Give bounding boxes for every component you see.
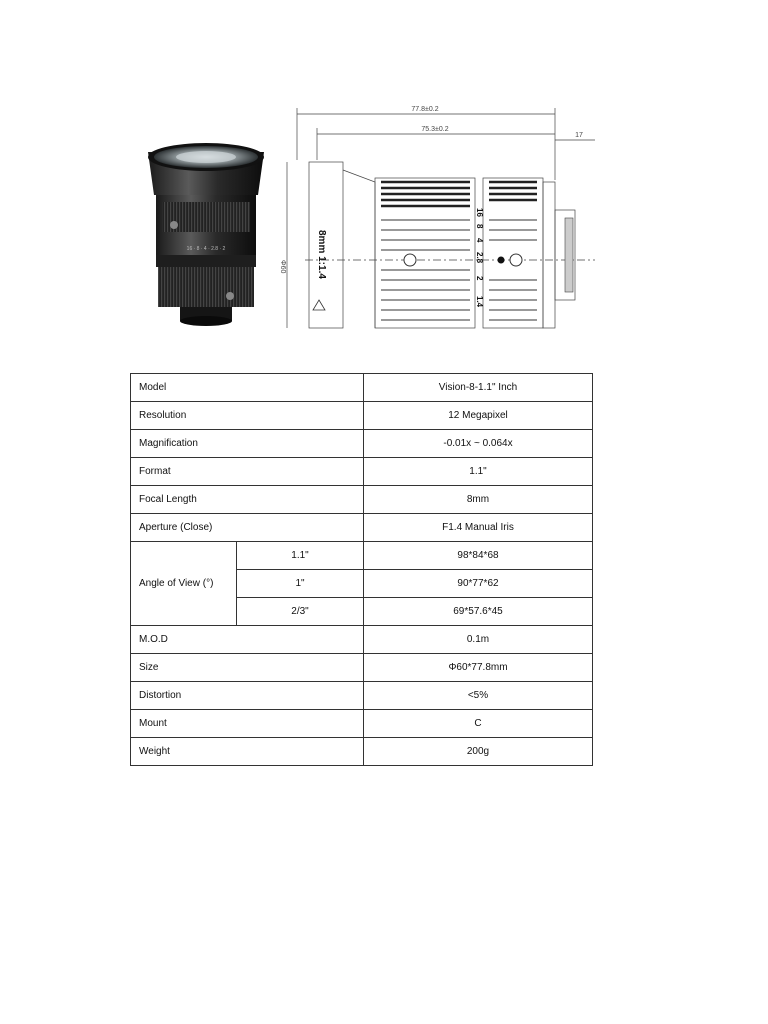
spec-value: 12 Megapixel (364, 402, 593, 430)
spec-value: F1.4 Manual Iris (364, 514, 593, 542)
spec-value: -0.01x ~ 0.064x (364, 430, 593, 458)
table-row (131, 430, 593, 458)
lens-drawing (275, 100, 600, 330)
focus-mark-16: 16 (475, 208, 484, 217)
table-row (131, 374, 593, 402)
spec-label: Mount (131, 710, 364, 738)
table-row (131, 458, 593, 486)
spec-value: Vision-8-1.1" Inch (364, 374, 593, 402)
spec-value: 69*57.6*45 (364, 598, 593, 626)
spec-label: Aperture (Close) (131, 514, 364, 542)
table-row (131, 654, 593, 682)
spec-label: Weight (131, 738, 364, 766)
table-row (131, 710, 593, 738)
warning-icon (313, 300, 325, 310)
spec-value: <5% (364, 682, 593, 710)
spec-label: Focal Length (131, 486, 364, 514)
spec-value: 8mm (364, 486, 593, 514)
spec-label: M.O.D (131, 626, 364, 654)
focus-mark-2: 2 (475, 276, 484, 281)
focus-mark-1-4: 1.4 (475, 296, 484, 308)
aov-format: 1" (237, 570, 364, 598)
focus-mark-8: 8 (475, 224, 484, 229)
photo-scale-text: 16 · 8 · 4 · 2.8 · 2 (186, 246, 226, 252)
table-row (131, 626, 593, 654)
table-row (131, 486, 593, 514)
lens-photo (140, 100, 275, 330)
focus-mark-2-8: 2.8 (475, 252, 484, 264)
aov-format: 2/3" (237, 598, 364, 626)
dim-body-length: 75.3±0.2 (421, 126, 449, 133)
aov-format: 1.1" (237, 542, 364, 570)
spec-value: Φ60*77.8mm (364, 654, 593, 682)
barrel-mark: 8mm 1:1.4 (316, 230, 327, 279)
spec-label: Size (131, 654, 364, 682)
table-row (131, 682, 593, 710)
spec-value: 1.1" (364, 458, 593, 486)
dim-flange: 17 (575, 132, 583, 139)
lens-figure (140, 100, 600, 330)
spec-table (130, 373, 593, 766)
table-row (131, 402, 593, 430)
focus-mark-4: 4 (475, 238, 484, 243)
spec-value: 0.1m (364, 626, 593, 654)
spec-label: Magnification (131, 430, 364, 458)
dim-overall-length: 77.8±0.2 (411, 106, 439, 113)
table-row (131, 542, 593, 570)
spec-label: Model (131, 374, 364, 402)
spec-label: Angle of View (°) (131, 542, 237, 626)
spec-value: 200g (364, 738, 593, 766)
spec-value: 90*77*62 (364, 570, 593, 598)
dim-diameter: Φ60 (279, 260, 286, 274)
spec-value: C (364, 710, 593, 738)
spec-label: Format (131, 458, 364, 486)
spec-label: Distortion (131, 682, 364, 710)
table-row (131, 514, 593, 542)
table-row (131, 738, 593, 766)
spec-value: 98*84*68 (364, 542, 593, 570)
spec-label: Resolution (131, 402, 364, 430)
